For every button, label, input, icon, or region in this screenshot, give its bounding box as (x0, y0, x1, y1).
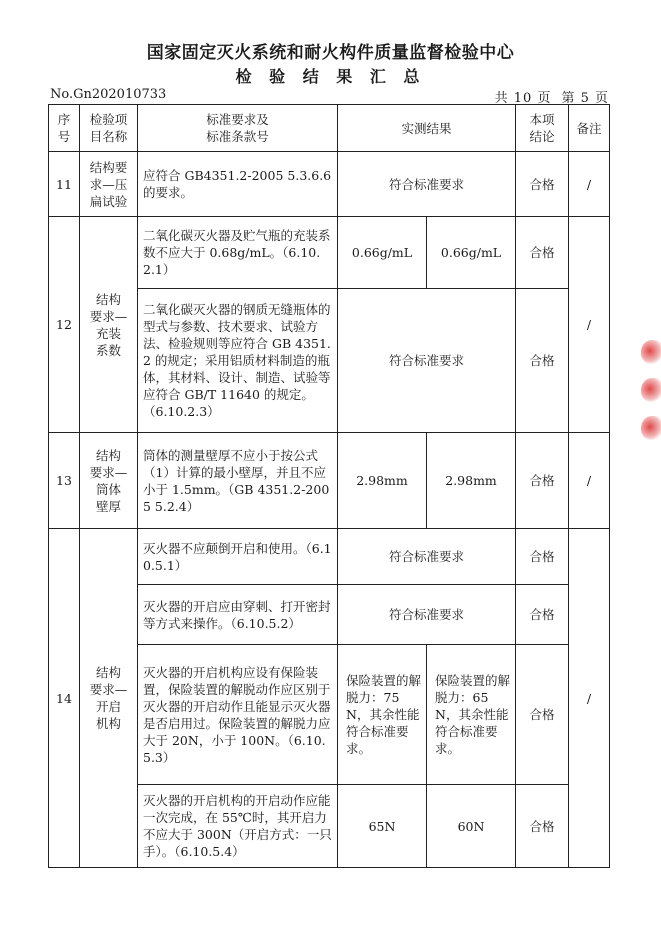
seal-stamp-fragment (641, 378, 661, 402)
row-note: / (569, 529, 610, 868)
row-conclusion: 合格 (516, 433, 569, 529)
row-requirement: 二氧化碳灭火器的钢质无缝瓶体的型式与参数、技术要求、试验方法、检验规则等应符合 GB 4351.2 的规定；采用铝质材料制造的瓶体，其材料、设计、制造、试验等应符合 GB/T 11640 的规定。（6.10.2.3） (138, 289, 338, 433)
row-result: 符合标准要求 (338, 152, 516, 217)
current-page: 第 5 页 (561, 91, 609, 106)
table-row (49, 433, 610, 529)
row-item-name: 结构 要求— 筒体 壁厚 (80, 433, 138, 529)
row-result-sample-b: 2.98mm (427, 433, 516, 529)
col-result-header: 实测结果 (338, 105, 516, 152)
row-note: / (569, 152, 610, 217)
row-requirement: 灭火器的开启机构的开启动作应能一次完成，在 55℃时，其开启力不应大于 300N（开启方式：一只手）。（6.10.5.4） (138, 785, 338, 868)
row-result-sample-b: 0.66g/mL (427, 217, 516, 289)
row-item-name: 结构要 求—压 扁试验 (80, 152, 138, 217)
row-note: / (569, 433, 610, 529)
report-org-title: 国家固定灭火系统和耐火构件质量监督检验中心 (146, 43, 515, 63)
row-requirement: 应符合 GB4351.2-2005 5.3.6.6 的要求。 (138, 152, 338, 217)
row-seq: 13 (49, 433, 80, 529)
table-row (49, 217, 610, 289)
row-note: / (569, 217, 610, 433)
row-result-sample-b: 保险装置的解脱力：65N，其余性能符合标准要求。 (427, 645, 516, 785)
row-result: 符合标准要求 (338, 585, 516, 645)
row-result: 符合标准要求 (338, 289, 516, 433)
table-row (49, 529, 610, 585)
row-conclusion: 合格 (516, 585, 569, 645)
seal-stamp-fragment (641, 416, 661, 440)
row-requirement: 二氧化碳灭火器及贮气瓶的充装系数不应大于 0.68g/mL。（6.10.2.1） (138, 217, 338, 289)
col-conclusion-header: 本项 结论 (516, 105, 569, 152)
row-conclusion: 合格 (516, 152, 569, 217)
col-req-header: 标准要求及 标准条款号 (138, 105, 338, 152)
row-requirement: 筒体的测量壁厚不应小于按公式（1）计算的最小壁厚，并且不应小于 1.5mm。（GB 4351.2-2005 5.2.4） (138, 433, 338, 529)
report-number: No.Gn202010733 (50, 87, 167, 102)
total-pages: 共 10 页 (494, 91, 552, 106)
row-item-name: 结构 要求— 充装 系数 (80, 217, 138, 433)
seal-stamp-fragment (641, 340, 661, 364)
row-requirement: 灭火器的开启机构应设有保险装置，保险装置的解脱动作应区别于灭火器的开启动作且能显示灭火器是否启用过。保险装置的解脱力应大于 20N，小于 100N。（6.10.5.3） (138, 645, 338, 785)
row-conclusion: 合格 (516, 785, 569, 868)
row-requirement: 灭火器不应颠倒开启和使用。（6.10.5.1） (138, 529, 338, 585)
row-item-name: 结构 要求— 开启 机构 (80, 529, 138, 868)
results-table (48, 104, 610, 868)
row-conclusion: 合格 (516, 289, 569, 433)
row-result-sample-a: 0.66g/mL (338, 217, 427, 289)
row-conclusion: 合格 (516, 645, 569, 785)
row-seq: 14 (49, 529, 80, 868)
report-subtitle: 检 验 结 果 汇 总 (235, 67, 426, 86)
row-result-sample-a: 65N (338, 785, 427, 868)
table-header-row (49, 105, 610, 152)
col-item-header: 检验项 目名称 (80, 105, 138, 152)
row-result-sample-b: 60N (427, 785, 516, 868)
table-row (49, 152, 610, 217)
row-seq: 11 (49, 152, 80, 217)
col-seq-header: 序 号 (49, 105, 80, 152)
row-result: 符合标准要求 (338, 529, 516, 585)
row-conclusion: 合格 (516, 217, 569, 289)
row-result-sample-a: 2.98mm (338, 433, 427, 529)
row-result-sample-a: 保险装置的解脱力：75N，其余性能符合标准要求。 (338, 645, 427, 785)
row-requirement: 灭火器的开启应由穿刺、打开密封等方式来操作。（6.10.5.2） (138, 585, 338, 645)
row-seq: 12 (49, 217, 80, 433)
col-note-header: 备注 (569, 105, 610, 152)
row-conclusion: 合格 (516, 529, 569, 585)
